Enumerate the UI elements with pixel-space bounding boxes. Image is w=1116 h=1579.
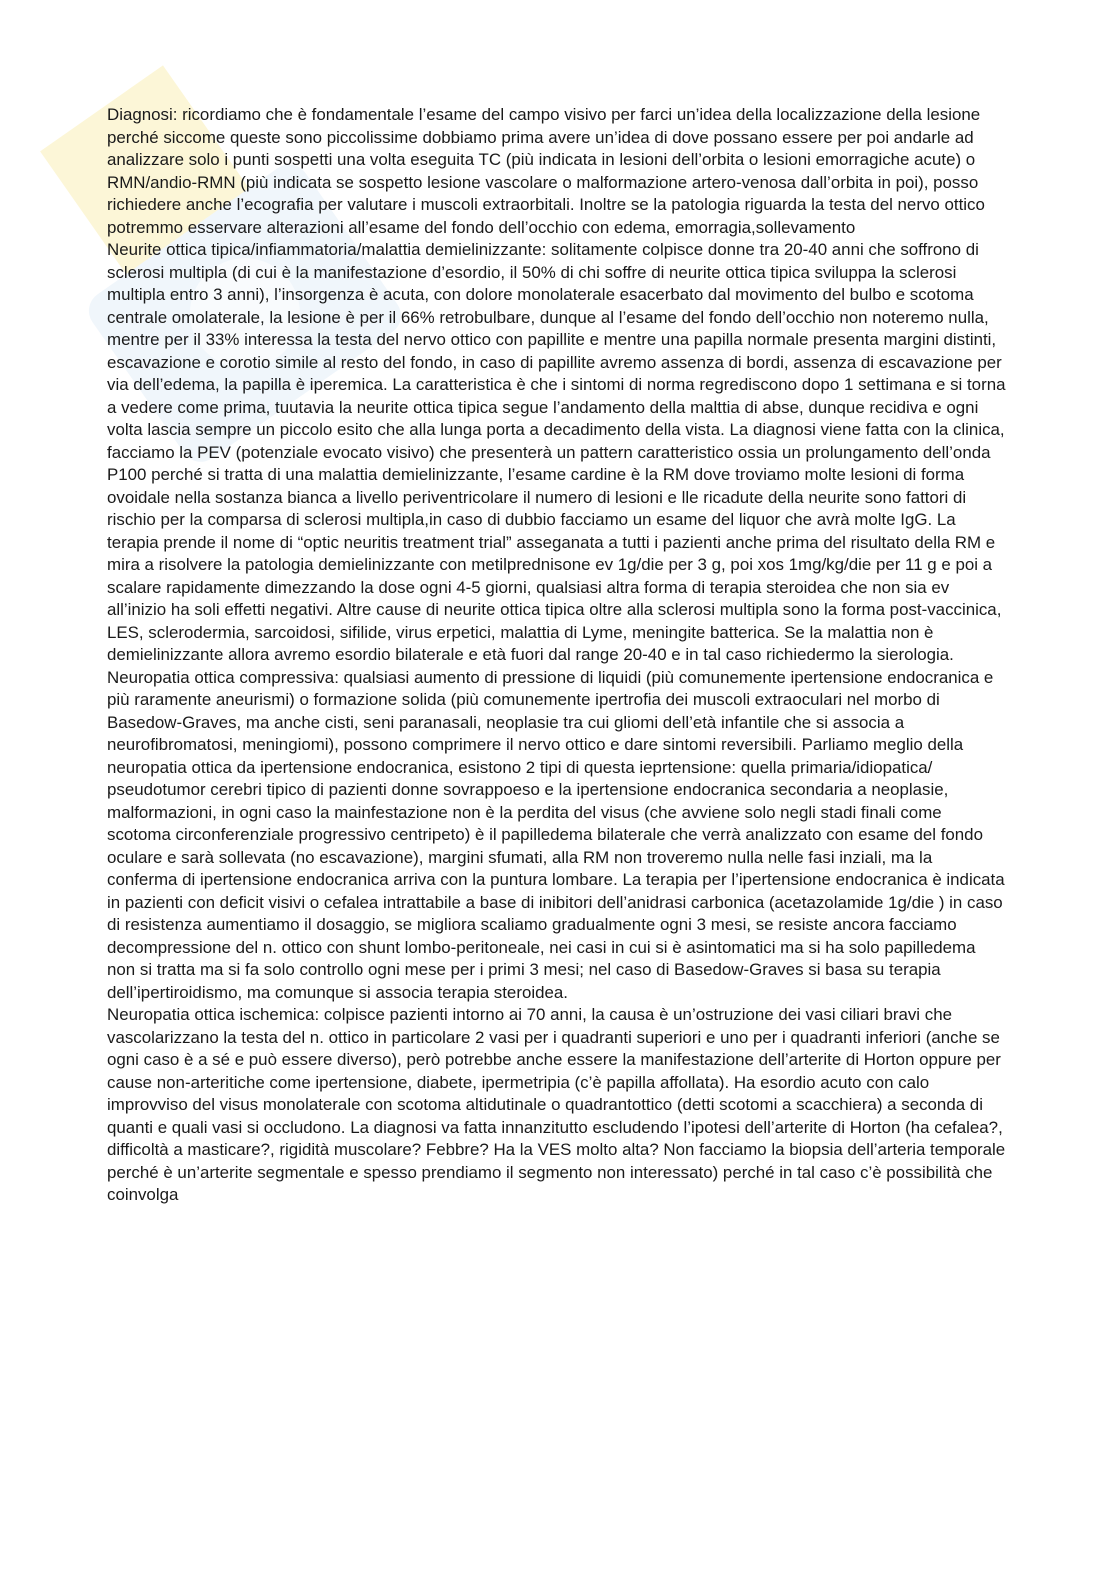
document-body (107, 104, 1007, 1207)
paragraph-neurite-ottica: Neurite ottica tipica/infiammatoria/malattia demielinizzante: solitamente colpisce donne tra 20-40 anni che soffrono di sclerosi multipla (di cui è la manifestazione d’esordio, il 50% di chi soffre di neurite ottica tipica sviluppa la sclerosi multipla entro 3 anni), l’insorgenza è acuta, con dolore monolaterale esacerbato dal movimento del bulbo e scotoma centrale omolaterale, la lesione è per il 66% retrobulbare, dunque al l’esame del fondo dell’occhio non noteremo nulla, mentre per il 33% interessa la testa del nervo ottico con papillite e mentre una papilla normale presenta margini distinti, escavazione e corotio simile al resto del fondo, in caso di papillite avremo assenza di bordi, assenza di escavazione per via dell’edema, la papilla è iperemica. La caratteristica è che i sintomi di norma regrediscono dopo 1 settimana e si torna a vedere come prima, tuutavia la neurite ottica tipica segue l’andamento della malttia di abse, dunque recidiva e ogni volta lascia sempre un piccolo esito che alla lunga porta a decadimento della vista. La diagnosi viene fatta con la clinica, facciamo la PEV (potenziale evocato visivo) che presenterà un pattern caratteristico ossia un prolungamento dell’onda P100 perché si tratta di una malattia demielinizzante, l’esame cardine è la RM dove troviamo molte lesioni di forma ovoidale nella sostanza bianca a livello periventricolare il numero di lesioni e lle ricadute della neurite sono fattori di rischio per la comparsa di sclerosi multipla,in caso di dubbio facciamo un esame del liquor che avrà molte IgG. La terapia prende il nome di “optic neuritis treatment trial” asseganata a tutti i pazienti anche prima del risultato della RM e mira a risolvere la patologia demielinizzante con metilprednisone ev 1g/die per 3 g, poi xos 1mg/kg/die per 11 g e poi a scalare rapidamente dimezzando la dose ogni 4-5 giorni, qualsiasi altra forma di terapia steroidea che non sia ev all’inizio ha soli effetti negativi. Altre cause di neurite ottica tipica oltre alla sclerosi multipla sono la forma post-vaccinica, LES, sclerodermia, sarcoidosi, sifilide, virus erpetici, malattia di Lyme, meningite batterica. Se la malattia non è demielinizzante allora avremo esordio bilaterale e età fuori dal range 20-40 e in tal caso richiedermo la sierologia. (107, 240, 1006, 664)
paragraph-neuropatia-compressiva: Neuropatia ottica compressiva: qualsiasi aumento di pressione di liquidi (più comunemente ipertensione endocranica e più raramente aneurismi) o formazione solida (più comunemente ipertrofia dei muscoli extraoculari nel morbo di Basedow-Graves, ma anche cisti, seni paranasali, neoplasie tra cui gliomi dell’età infantile che si associa a neurofibromatosi, meningiomi), possono comprimere il nervo ottico e dare sintomi reversibili. Parliamo meglio della neuropatia ottica da ipertensione endocranica, esistono 2 tipi di questa ieprtensione: quella primaria/idiopatica/ pseudotumor cerebri tipico di pazienti donne sovrappoeso e la ipertensione endocranica secondaria a neoplasie, malformazioni, in ogni caso la mainfestazione non è la perdita del visus (che avviene solo negli stadi finali come scotoma circonferenziale progressivo centripeto) è il papilledema bilaterale che verrà analizzato con esame del fondo oculare e sarà sollevata (no escavazione), margini sfumati, alla RM non troveremo nulla nelle fasi inziali, ma la conferma di ipertensione endocranica arriva con la puntura lombare. La terapia per l’ipertensione endocranica è indicata in pazienti con deficit visivi o cefalea intrattabile a base di inibitori dell’anidrasi carbonica (acetazolamide 1g/die ) in caso di resistenza aumentiamo il dosaggio, se migliora scaliamo gradualmente ogni 3 mesi, se resiste ancora facciamo decompressione del n. ottico con shunt lombo-peritoneale, nei casi in cui si è asintomatici ma si ha solo papilledema non si tratta ma si fa solo controllo ogni mese per i primi 3 mesi; nel caso di Basedow-Graves si basa su terapia dell’ipertiroidismo, ma comunque si associa terapia steroidea. (107, 667, 1005, 1002)
paragraph-neuropatia-ischemica: Neuropatia ottica ischemica: colpisce pazienti intorno ai 70 anni, la causa è un’ostruzione dei vasi ciliari bravi che vascolarizzano la testa del n. ottico in particolare 2 vasi per i quadranti superiori e uno per i quadranti inferiori (anche se ogni caso è a sé e può essere diverso), però potrebbe anche essere la manifestazione dell’arterite di Horton oppure per cause non-arteritiche come ipertensione, diabete, ipermetripia (c’è papilla affollata). Ha esordio acuto con calo improvviso del visus monolaterale con scotoma altidutinale o quadrantottico (detti scotomi a scacchiera) a seconda di quanti e quali vasi si occludono. La diagnosi va fatta innanzitutto escludendo l’ipotesi dell’arterite di Horton (ha cefalea?, difficoltà a masticare?, rigidità muscolare? Febbre? Ha la VES molto alta? Non facciamo la biopsia dell’arteria temporale perché è un’arterite segmentale e spesso prendiamo il segmento non interessato) perché in tal caso c’è possibilità che coinvolga (107, 1005, 1006, 1204)
paragraph-diagnosi: Diagnosi: ricordiamo che è fondamentale l’esame del campo visivo per farci un’idea della localizzazione della lesione perché siccome queste sono piccolissime dobbiamo prima avere un’idea di dove possano essere per poi andarle ad analizzare solo i punti sospetti una volta eseguita TC (più indicata in lesioni dell’orbita o lesioni emorragiche acute) o RMN/andio-RMN (più indicata se sospetto lesione vascolare o malformazione artero-venosa dall’orbita in poi), posso richiedere anche l’ecografia per valutare i muscoli extraorbitali. Inoltre se la patologia riguarda la testa del nervo ottico potremmo esservare alterazioni all’esame del fondo dell’occhio con edema, emorragia,sollevamento (107, 105, 985, 237)
